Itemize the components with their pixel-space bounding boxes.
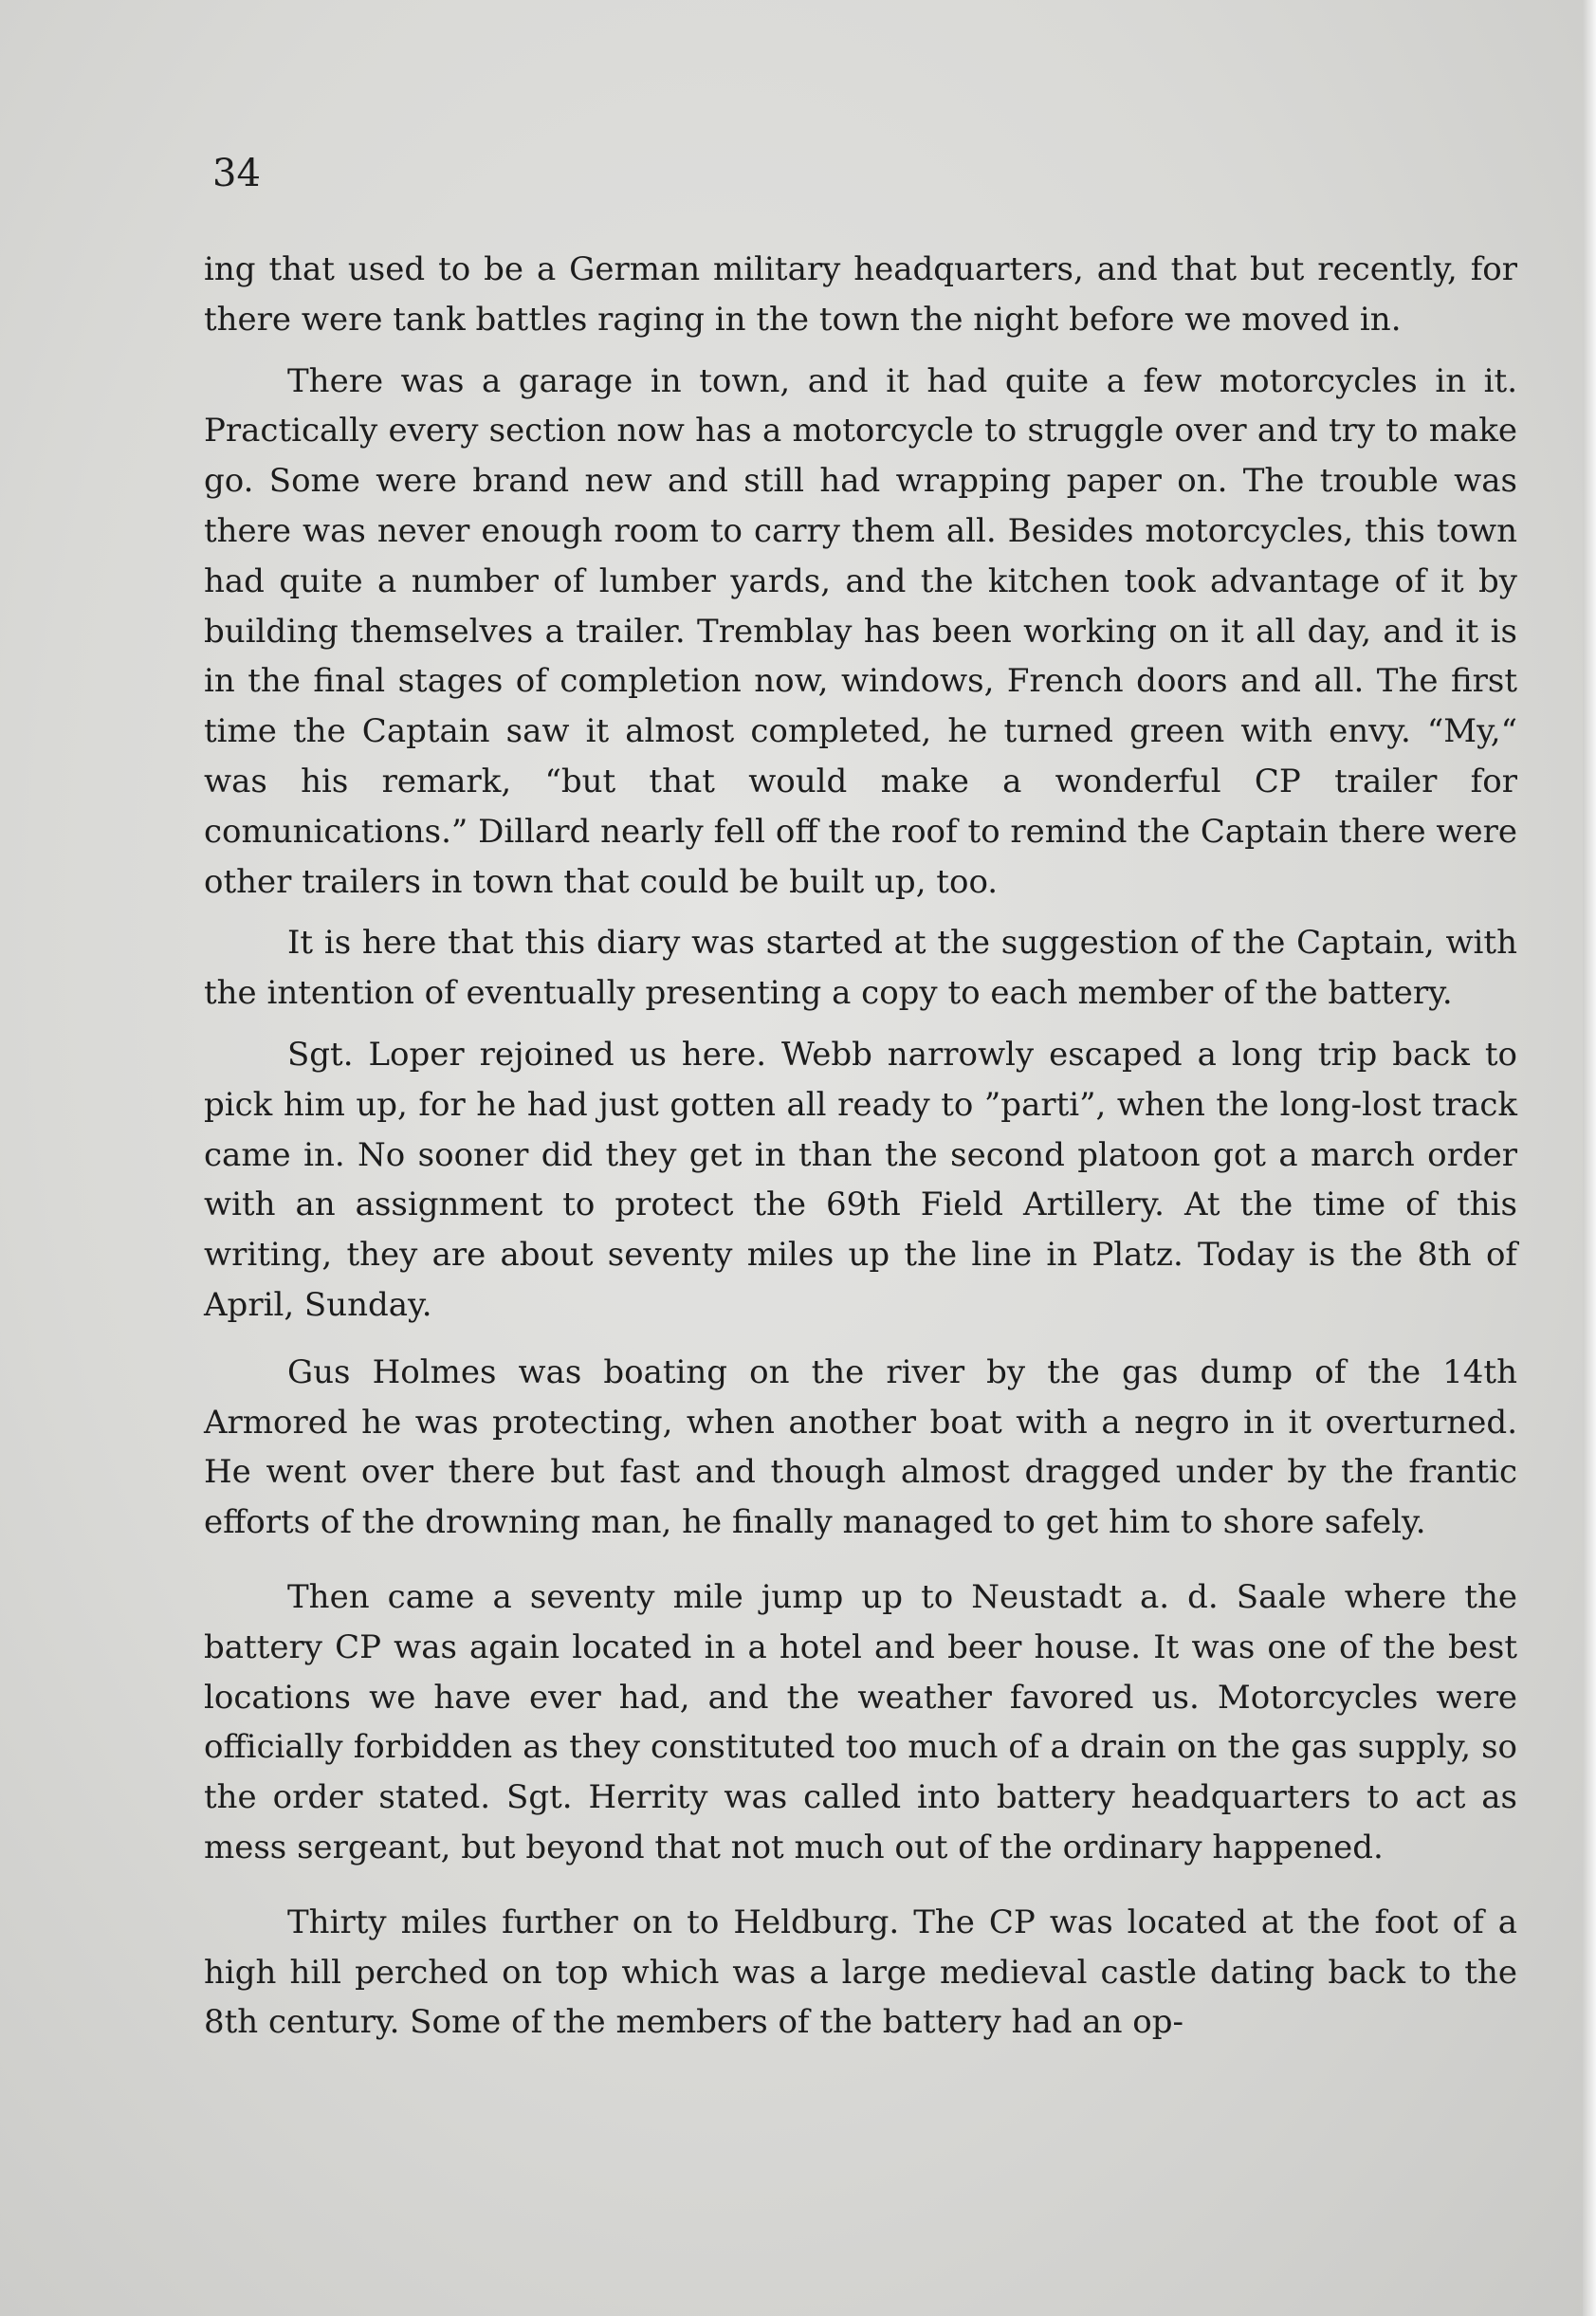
paragraph-garage-trailer: There was a garage in town, and it had quite a few motorcycles in it. Practically every section now has a motorcycle to struggle over and try to make go. Some were brand new and still had wrapping paper on. The trouble was there was never enough room to carry them all. Besides motorcycles, this town had quite a number of lumber yards, and the kitchen took advantage of it by building themselves a trailer. Tremblay has been working on it all day, and it is in the final stages of completion now, windows, French doors and all. The first time the Captain saw it almost completed, he turned green with envy. “My,“ was his remark, “but that would make a wonderful CP trailer for comunications.” Dillard nearly fell off the roof to remind the Captain there were other trailers in town that could be built up, too.	[204, 361, 1517, 901]
paragraph-diary-started: It is here that this diary was started at the suggestion of the Captain, with the intention of eventually presenting a copy to each member of the battery.	[204, 924, 1517, 1013]
page-body-text	[204, 245, 1517, 2048]
page-edge	[1583, 0, 1596, 2316]
paragraph-neustadt: Then came a seventy mile jump up to Neustadt a. d. Saale where the battery CP was again located in a hotel and beer house. It was one of the best locations we have ever had, and the weather favored us. Motorcycles were officially forbidden as they constituted too much of a drain on the gas supply, so the order stated. Sgt. Herrity was called into battery headquarters to act as mess sergeant, but beyond that not much out of the ordinary happened.	[204, 1577, 1517, 1866]
paragraph-heldburg: Thirty miles further on to Heldburg. The CP was located at the foot of a high hill perched on top which was a large medieval castle dating back to the 8th century. Some of the members of the battery had an op-	[204, 1902, 1517, 2042]
page-number: 34	[212, 152, 261, 195]
paragraph-sgt-loper: Sgt. Loper rejoined us here. Webb narrowly escaped a long trip back to pick him up, for he had just gotten all ready to ”parti”, when the long-lost track came in. No sooner did they get in than the second platoon got a march order with an assignment to protect the 69th Field Artillery. At the time of this writing, they are about seventy miles up the line in Platz. Today is the 8th of April, Sunday.	[204, 1035, 1517, 1324]
paragraph-continuation: ing that used to be a German military headquarters, and that but recently, for there were tank battles raging in the town the night before we moved in.	[204, 250, 1517, 339]
paragraph-gus-holmes: Gus Holmes was boating on the river by the gas dump of the 14th Armored he was protecting, when another boat with a negro in it overturned. He went over there but fast and though almost dragged under by the frantic efforts of the drowning man, he finally managed to get him to shore safely.	[204, 1352, 1517, 1542]
